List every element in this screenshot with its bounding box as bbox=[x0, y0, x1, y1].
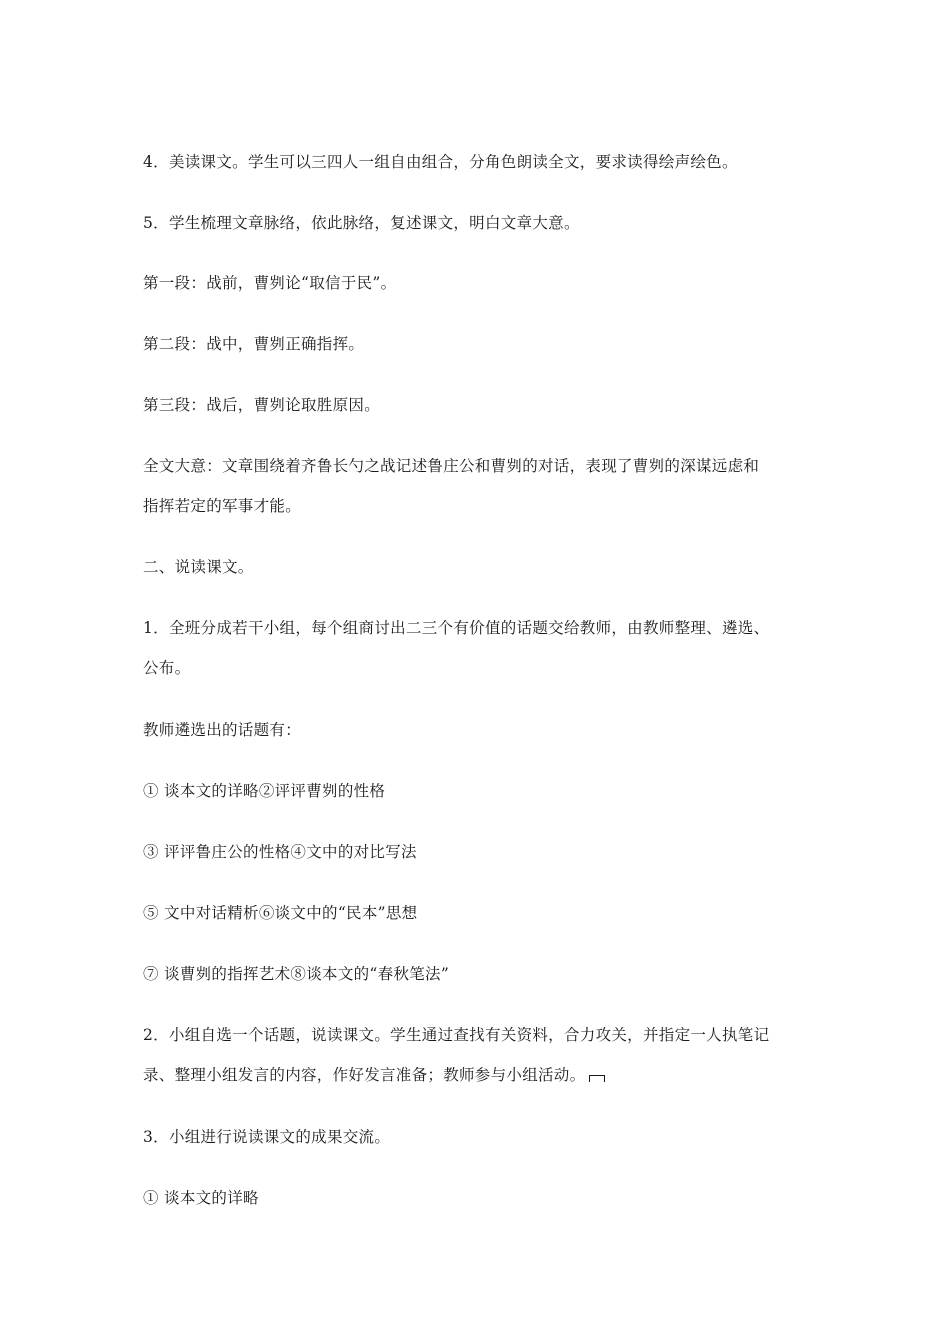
paragraph-line: 录、整理小组发言的内容，作好发言准备；教师参与小组活动。 bbox=[143, 1066, 586, 1084]
bracket-mark-icon bbox=[589, 1075, 605, 1082]
paragraph-line: 2．小组自选一个话题，说读课文。学生通过查找有关资料，合力攻关，并指定一人执笔记 bbox=[143, 1026, 770, 1044]
paragraph-line: 第二段：战中，曹刿正确指挥。 bbox=[143, 335, 365, 353]
paragraph-line: 第一段：战前，曹刿论“取信于民”。 bbox=[143, 274, 397, 292]
paragraph-line: 公布。 bbox=[143, 659, 191, 677]
topic-list-item: ③ 评评鲁庄公的性格④文中的对比写法 bbox=[143, 843, 417, 861]
paragraph-line: 教师遴选出的话题有： bbox=[143, 721, 302, 739]
paragraph-line: 1．全班分成若干小组，每个组商讨出二三个有价值的话题交给教师，由教师整理、遴选、 bbox=[143, 619, 770, 637]
paragraph-line: 4．美读课文。学生可以三四人一组自由组合，分角色朗读全文，要求读得绘声绘色。 bbox=[143, 153, 738, 171]
topic-list-item: ① 谈本文的详略②评评曹刿的性格 bbox=[143, 782, 386, 800]
paragraph-line: 全文大意：文章围绕着齐鲁长勺之战记述鲁庄公和曹刿的对话，表现了曹刿的深谋远虑和 bbox=[143, 457, 760, 475]
paragraph-line-with-mark bbox=[143, 1065, 823, 1085]
paragraph-line: 指挥若定的军事才能。 bbox=[143, 497, 302, 515]
paragraph-line: 5．学生梳理文章脉络，依此脉络，复述课文，明白文章大意。 bbox=[143, 214, 580, 232]
topic-list-item: ① 谈本文的详略 bbox=[143, 1189, 259, 1207]
paragraph-line: 3．小组进行说读课文的成果交流。 bbox=[143, 1128, 391, 1146]
section-heading: 二、说读课文。 bbox=[143, 558, 254, 576]
topic-list-item: ⑦ 谈曹刿的指挥艺术⑧谈本文的“春秋笔法” bbox=[143, 965, 450, 983]
paragraph-line: 第三段：战后，曹刿论取胜原因。 bbox=[143, 396, 381, 414]
topic-list-item: ⑤ 文中对话精析⑥谈文中的“民本”思想 bbox=[143, 904, 418, 922]
